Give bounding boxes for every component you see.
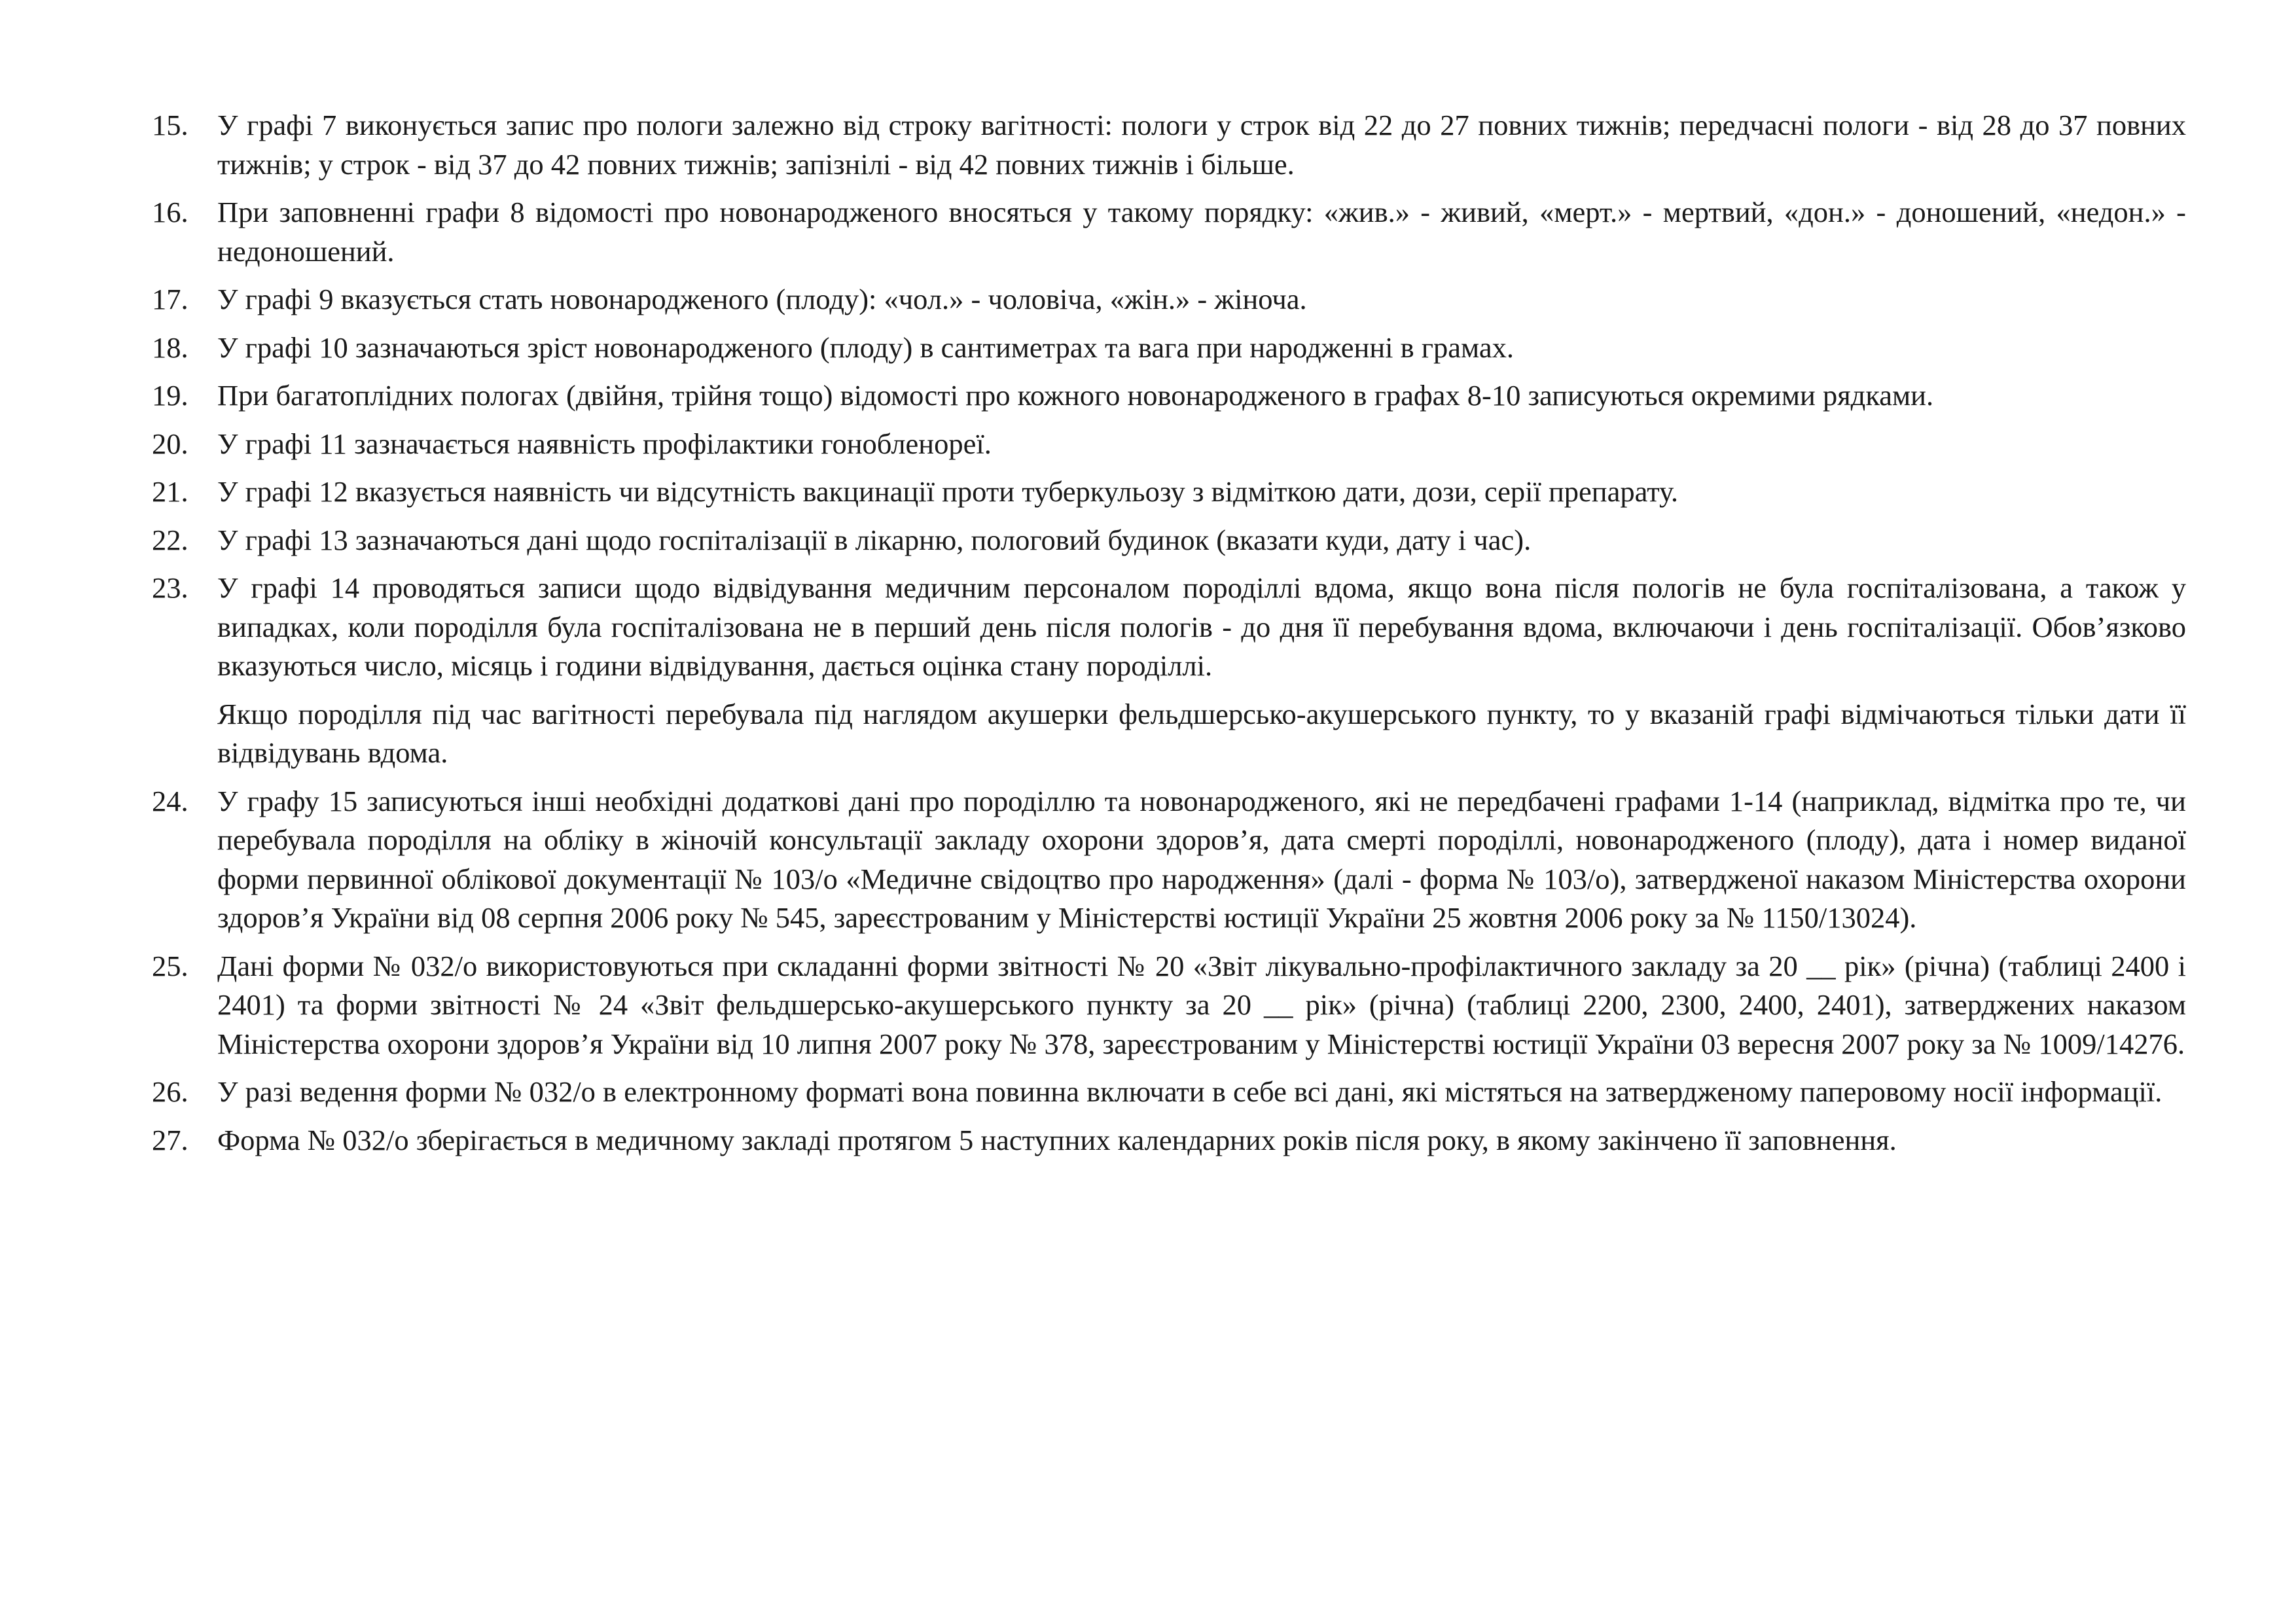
list-item-paragraph: У графі 11 зазначається наявність профілактики гонобленореї. bbox=[217, 427, 992, 460]
list-item bbox=[152, 280, 2186, 319]
list-item-number: 22. bbox=[152, 523, 188, 556]
list-item-paragraph: У графі 7 виконується запис про пологи залежно від строку вагітності: пологи у строк від 22 до 27 повних тижнів; передчасні пологи - від 28 до 37 повних тижнів; у строк - від 37 до 42 повних тижнів; запізнілі - від 42 повних тижнів і більше. bbox=[217, 109, 2186, 181]
list-item-paragraph: При багатоплідних пологах (двійня, трійня тощо) відомості про кожного новонародженого в графах 8-10 записуються окремими рядками. bbox=[217, 379, 1934, 412]
list-item bbox=[152, 106, 2186, 184]
list-item-number: 18. bbox=[152, 330, 188, 364]
list-item bbox=[152, 473, 2186, 512]
list-item bbox=[152, 782, 2186, 938]
list-item-paragraph: Якщо породілля під час вагітності перебувала під наглядом акушерки фельдшерсько-акушерського пункту, то у вказаній графі відмічаються тільки дати її відвідувань вдома. bbox=[217, 697, 2186, 769]
list-item-number: 20. bbox=[152, 427, 188, 460]
list-item-paragraph: У графі 14 проводяться записи щодо відвідування медичним персоналом породіллі вдома, якщо вона після пологів не була госпіталізована, а також у випадках, коли породілля була госпіталізована не в перший день після пологів - до дня її перебування вдома, включаючи і день госпіталізації. Обов’язково вказуються число, місяць і години відвідування, дається оцінка стану породіллі. bbox=[217, 571, 2186, 682]
list-item-paragraph: При заповненні графи 8 відомості про новонародженого вносяться у такому порядку: «жив.» - живий, «мерт.» - мертвий, «дон.» - доношений, «недон.» - недоношений. bbox=[217, 196, 2186, 268]
list-item bbox=[152, 947, 2186, 1064]
list-item-paragraph: У графі 10 зазначаються зріст новонародженого (плоду) в сантиметрах та вага при народженні в грамах. bbox=[217, 330, 1515, 364]
list-item-number: 17. bbox=[152, 283, 188, 315]
list-item bbox=[152, 569, 2186, 773]
list-item-number: 21. bbox=[152, 475, 188, 508]
list-item-paragraph: У разі ведення форми № 032/о в електронному форматі вона повинна включати в себе всі дані, які містяться на затвердженому паперовому носії інформації. bbox=[217, 1075, 2162, 1108]
list-item-number: 25. bbox=[152, 949, 188, 982]
list-item-number: 19. bbox=[152, 379, 188, 412]
list-item-number: 23. bbox=[152, 571, 188, 604]
list-item bbox=[152, 425, 2186, 464]
list-item-number: 16. bbox=[152, 196, 188, 228]
list-item bbox=[152, 193, 2186, 271]
list-item-number: 26. bbox=[152, 1075, 188, 1108]
list-item-paragraph: У графі 13 зазначаються дані щодо госпіталізації в лікарню, пологовий будинок (вказати куди, дату і час). bbox=[217, 523, 1532, 556]
list-item-number: 24. bbox=[152, 784, 188, 817]
list-item-number: 27. bbox=[152, 1123, 188, 1156]
list-item-paragraph: Форма № 032/о зберігається в медичному закладі протягом 5 наступних календарних років після року, в якому закінчено її заповнення. bbox=[217, 1123, 1897, 1156]
list-item-paragraph: У графі 9 вказується стать новонародженого (плоду): «чол.» - чоловіча, «жін.» - жіноча. bbox=[217, 283, 1307, 315]
numbered-list bbox=[152, 106, 2186, 1169]
list-item bbox=[152, 1073, 2186, 1112]
list-item-paragraph: У графу 15 записуються інші необхідні додаткові дані про породіллю та новонародженого, які не передбачені графами 1-14 (наприклад, відмітка про те, чи перебувала породілля на обліку в жіночій консультації закладу охорони здоров’я, дата смерті породіллі, новонародженого (плоду), дата і номер виданої форми первинної облікової документації № 103/о «Медичне свідоцтво про народження» (далі - форма № 103/о), затвердженої наказом Міністерства охорони здоров’я України від 08 серпня 2006 року № 545, зареєстрованим у Міністерстві юстиції України 25 жовтня 2006 року за № 1150/13024). bbox=[217, 784, 2186, 934]
list-item-paragraph: Дані форми № 032/о використовуються при складанні форми звітності № 20 «Звіт лікувально-профілактичного закладу за 20 __ рік» (річна) (таблиці 2400 і 2401) та форми звітності № 24 «Звіт фельдшерсько-акушерського пункту за 20 __ рік» (річна) (таблиці 2200, 2300, 2400, 2401), затверджених наказом Міністерства охорони здоров’я України від 10 липня 2007 року № 378, зареєстрованим у Міністерстві юстиції України 03 вересня 2007 року за № 1009/14276. bbox=[217, 949, 2186, 1060]
list-item bbox=[152, 376, 2186, 416]
list-item-paragraph: У графі 12 вказується наявність чи відсутність вакцинації проти туберкульозу з відміткою дати, дози, серії препарату. bbox=[217, 475, 1678, 508]
list-item bbox=[152, 521, 2186, 560]
list-item bbox=[152, 1121, 2186, 1160]
list-item bbox=[152, 329, 2186, 368]
list-item-number: 15. bbox=[152, 109, 188, 141]
